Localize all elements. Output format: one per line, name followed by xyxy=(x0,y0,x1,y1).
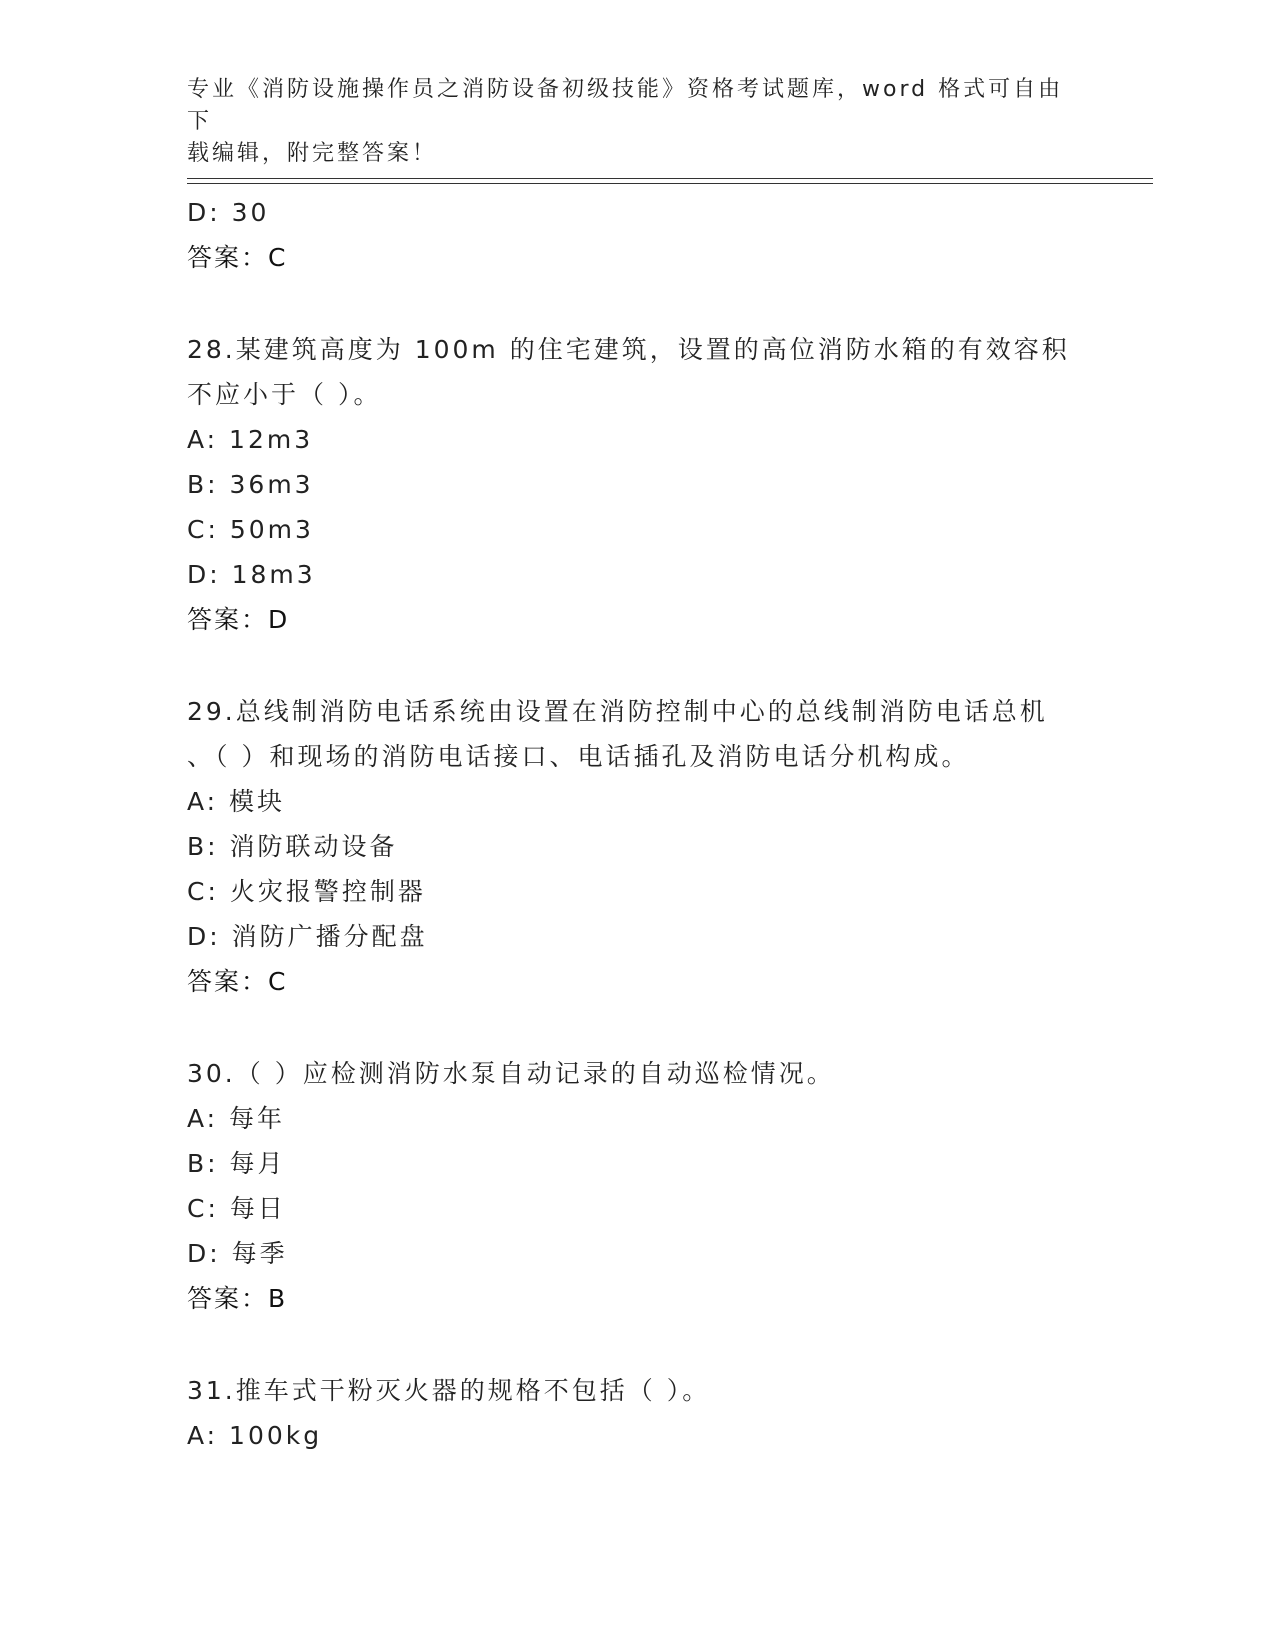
option-b: B: 36m3 xyxy=(187,470,314,499)
question-31 xyxy=(187,1368,1087,1458)
answer-line: 答案：B xyxy=(187,1284,288,1313)
option-c: C: 50m3 xyxy=(187,515,314,544)
page-header xyxy=(187,74,1067,170)
header-line-1: 专业《消防设施操作员之消防设备初级技能》资格考试题库，word 格式可自由下 xyxy=(187,77,1064,134)
question-stem-continued: 不应小于（ ）。 xyxy=(187,380,382,409)
question-stem: 30.（ ）应检测消防水泵自动记录的自动巡检情况。 xyxy=(187,1059,835,1088)
header-line-2: 载编辑，附完整答案！ xyxy=(187,141,438,166)
option-a: A: 每年 xyxy=(187,1104,286,1133)
question-stem-continued: 、（ ）和现场的消防电话接口、电话插孔及消防电话分机构成。 xyxy=(187,742,970,771)
question-30 xyxy=(187,1051,1087,1321)
question-29 xyxy=(187,689,1087,1004)
option-d: D: 消防广播分配盘 xyxy=(187,922,428,951)
answer-line: 答案：D xyxy=(187,605,290,634)
option-d: D: 18m3 xyxy=(187,560,316,589)
question-28 xyxy=(187,327,1087,642)
header-divider-bottom xyxy=(187,183,1153,184)
option-a: A: 模块 xyxy=(187,787,286,816)
question-stem: 31.推车式干粉灭火器的规格不包括（ ）。 xyxy=(187,1376,711,1405)
answer-line: 答案：C xyxy=(187,967,288,996)
option-d: D: 30 xyxy=(187,198,270,227)
question-spacer xyxy=(187,1321,1087,1368)
option-a: A: 12m3 xyxy=(187,425,314,454)
header-divider-top xyxy=(187,178,1153,179)
question-stem: 29.总线制消防电话系统由设置在消防控制中心的总线制消防电话总机 xyxy=(187,697,1048,726)
option-c: C: 火灾报警控制器 xyxy=(187,877,426,906)
question-spacer xyxy=(187,280,1087,327)
question-27-tail xyxy=(187,190,1087,280)
option-b: B: 消防联动设备 xyxy=(187,832,398,861)
question-stem: 28.某建筑高度为 100m 的住宅建筑，设置的高位消防水箱的有效容积 xyxy=(187,335,1070,364)
question-spacer xyxy=(187,1004,1087,1051)
option-c: C: 每日 xyxy=(187,1194,286,1223)
option-a: A: 100kg xyxy=(187,1421,323,1450)
question-spacer xyxy=(187,642,1087,689)
answer-line: 答案：C xyxy=(187,243,288,272)
question-content xyxy=(187,190,1087,1458)
option-b: B: 每月 xyxy=(187,1149,286,1178)
option-d: D: 每季 xyxy=(187,1239,288,1268)
